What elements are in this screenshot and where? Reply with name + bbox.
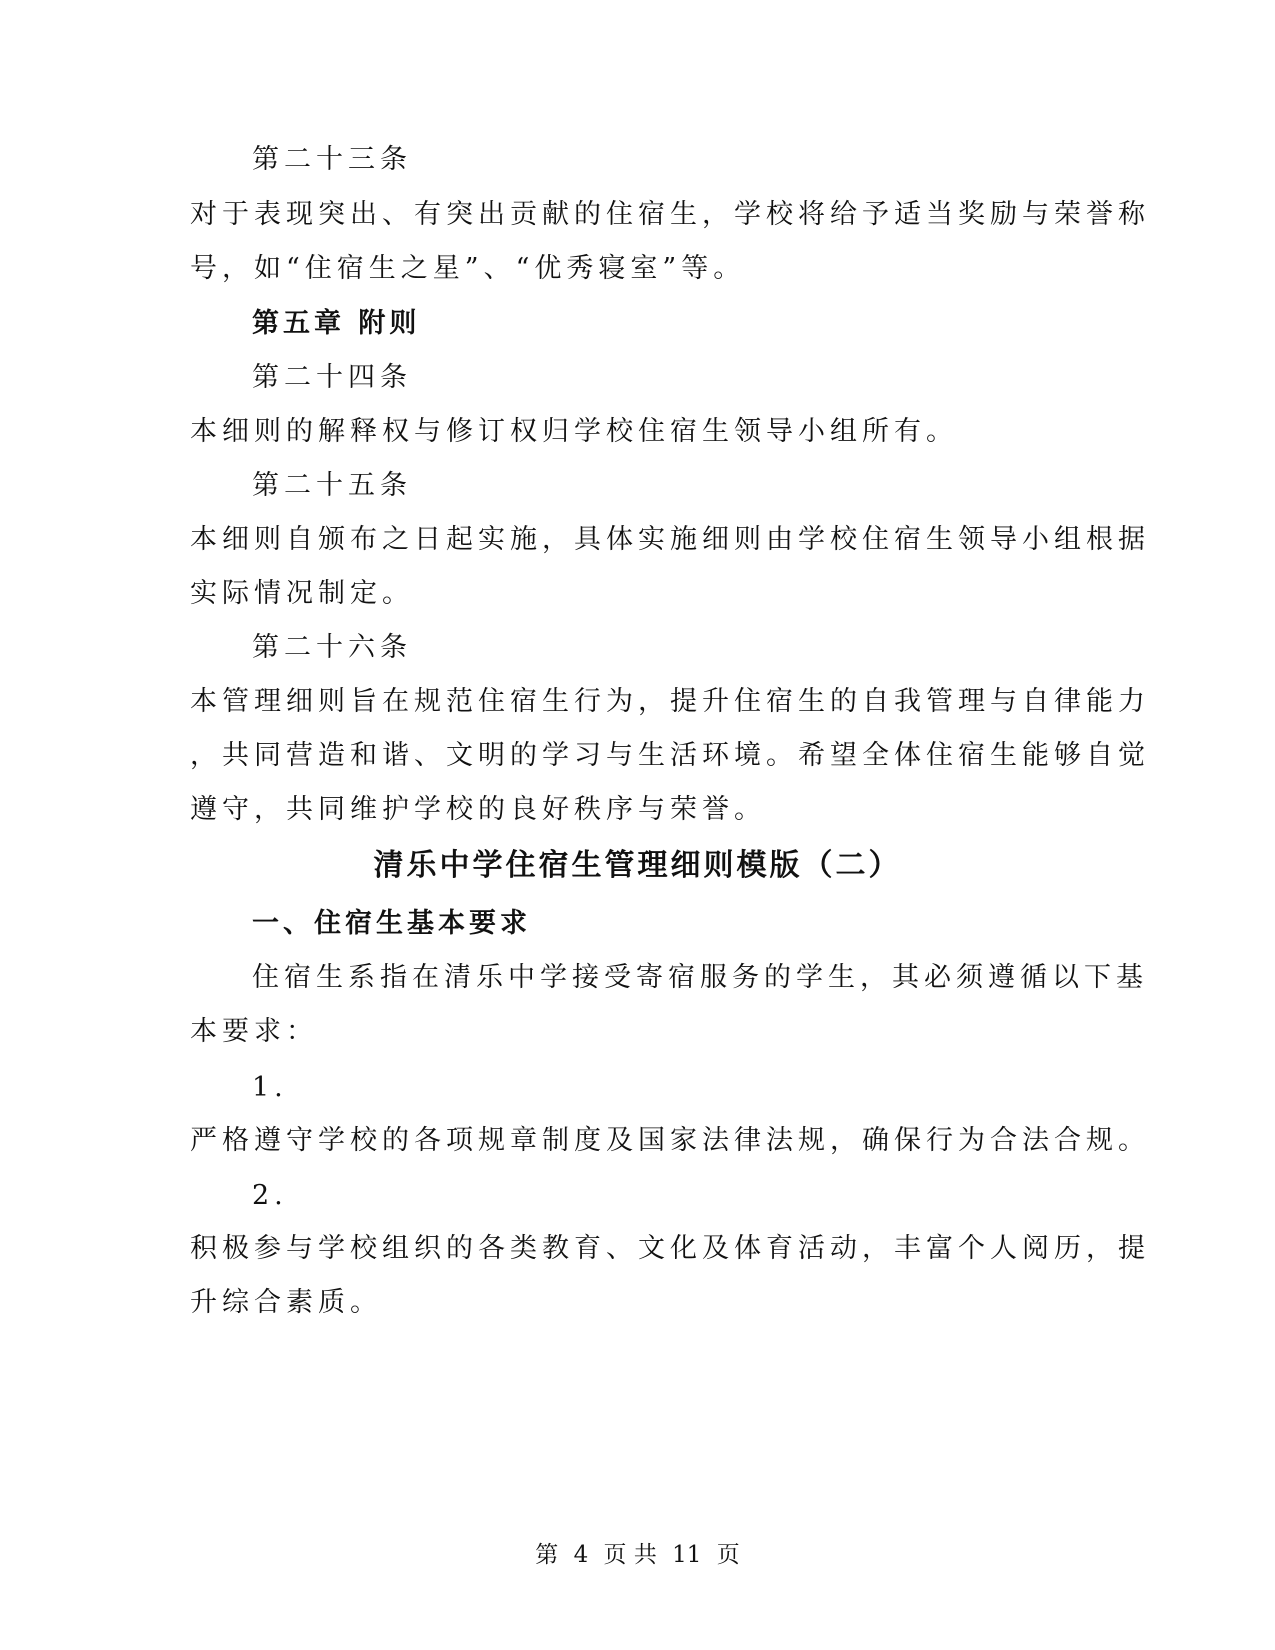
section-1-intro-line-1: 住宿生系指在清乐中学接受寄宿服务的学生，其必须遵循以下基 [252, 962, 1148, 993]
article-26-text-line-3: 遵守，共同维护学校的良好秩序与荣誉。 [190, 794, 766, 825]
article-25-heading: 第二十五条 [252, 470, 412, 501]
item-2-number: 2. [252, 1180, 288, 1211]
article-25-text-line-2: 实际情况制定。 [190, 578, 414, 609]
article-23-text-line-2: 号，如“住宿生之星”、“优秀寝室”等。 [190, 253, 746, 284]
item-2-text-line-1: 积极参与学校组织的各类教育、文化及体育活动，丰富个人阅历，提 [190, 1233, 1150, 1264]
item-1-number: 1. [252, 1072, 288, 1103]
footer-page-number: 4 [573, 1542, 589, 1568]
page-footer [0, 1540, 1275, 1570]
item-2-text-line-2: 升综合素质。 [190, 1287, 382, 1318]
chapter-5-heading: 第五章 附则 [252, 308, 421, 339]
article-24-text-line-1: 本细则的解释权与修订权归学校住宿生领导小组所有。 [190, 416, 958, 447]
article-26-heading: 第二十六条 [252, 632, 412, 663]
article-26-text-line-2: ，共同营造和谐、文明的学习与生活环境。希望全体住宿生能够自觉 [190, 740, 1150, 771]
footer-middle: 页 共 [603, 1542, 657, 1568]
article-25-text-line-1: 本细则自颁布之日起实施，具体实施细则由学校住宿生领导小组根据 [190, 524, 1150, 555]
section-1-intro-line-2: 本要求： [190, 1016, 318, 1047]
section-1-heading: 一、住宿生基本要求 [252, 908, 531, 939]
article-23-text-line-1: 对于表现突出、有突出贡献的住宿生，学校将给予适当奖励与荣誉称 [190, 199, 1150, 230]
item-1-text: 严格遵守学校的各项规章制度及国家法律法规，确保行为合法合规。 [190, 1125, 1150, 1156]
document-title-2: 清乐中学住宿生管理细则模版（二） [373, 848, 902, 883]
article-24-heading: 第二十四条 [252, 362, 412, 393]
article-26-text-line-1: 本管理细则旨在规范住宿生行为，提升住宿生的自我管理与自律能力 [190, 686, 1150, 717]
footer-total-pages: 11 [672, 1542, 702, 1568]
footer-suffix: 页 [716, 1542, 740, 1568]
article-23-heading: 第二十三条 [252, 144, 412, 175]
footer-prefix: 第 [535, 1542, 559, 1568]
